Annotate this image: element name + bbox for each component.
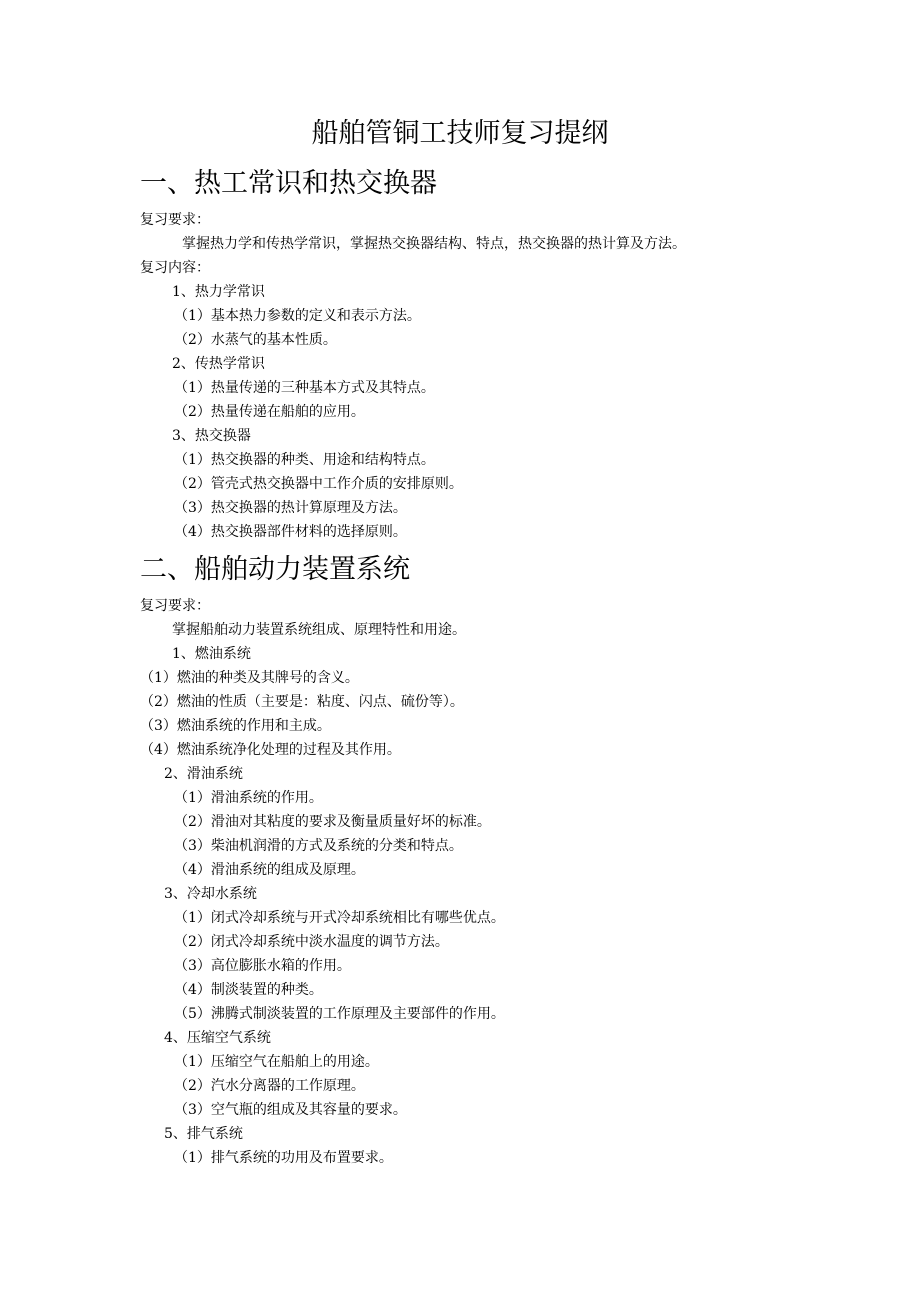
list-item: （1）排气系统的功用及布置要求。 [174,1150,393,1166]
section-1-req-label: 复习要求： [140,212,210,228]
list-item: （3）燃油系统的作用和主成。 [140,718,331,734]
list-item: （2）闭式冷却系统中淡水温度的调节方法。 [174,934,449,950]
section-2-req-label: 复习要求： [140,598,210,614]
list-item: 2、滑油系统 [164,766,243,782]
list-item: （4）滑油系统的组成及原理。 [174,862,365,878]
section-1-heading: 一、热工常识和热交换器 [140,168,437,199]
list-item: 1、热力学常识 [172,284,265,300]
list-item: （3）空气瓶的组成及其容量的要求。 [174,1102,407,1118]
list-item: （1）燃油的种类及其牌号的含义。 [140,670,359,686]
section-2-heading: 二、船舶动力装置系统 [140,554,410,585]
document-title: 船舶管铜工技师复习提纲 [311,118,609,149]
list-item: 1、燃油系统 [172,646,251,662]
list-item: （1）闭式冷却系统与开式冷却系统相比有哪些优点。 [174,910,505,926]
list-item: 5、排气系统 [164,1126,243,1142]
section-1-content-label: 复习内容： [140,260,210,276]
list-item: 3、热交换器 [172,428,251,444]
list-item: （2）汽水分离器的工作原理。 [174,1078,365,1094]
list-item: 4、压缩空气系统 [164,1030,271,1046]
list-item: （4）制淡装置的种类。 [174,982,323,998]
list-item: （2）滑油对其粘度的要求及衡量质量好坏的标准。 [174,814,491,830]
list-item: （1）热交换器的种类、用途和结构特点。 [174,452,435,468]
list-item: （2）热量传递在船舶的应用。 [174,404,365,420]
list-item: （4）燃油系统净化处理的过程及其作用。 [140,742,401,758]
list-item: （3）柴油机润滑的方式及系统的分类和特点。 [174,838,463,854]
list-item: （3）热交换器的热计算原理及方法。 [174,500,407,516]
list-item: （1）热量传递的三种基本方式及其特点。 [174,380,435,396]
list-item: （2）燃油的性质（主要是：粘度、闪点、硫份等）。 [140,694,464,710]
list-item: （1）压缩空气在船舶上的用途。 [174,1054,379,1070]
list-item: （5）沸腾式制淡装置的工作原理及主要部件的作用。 [174,1006,505,1022]
list-item: （2）管壳式热交换器中工作介质的安排原则。 [174,476,463,492]
list-item: 2、传热学常识 [172,356,265,372]
list-item: （1）基本热力参数的定义和表示方法。 [174,308,421,324]
section-2-req-text: 掌握船舶动力装置系统组成、原理特性和用途。 [172,622,466,638]
list-item: （3）高位膨胀水箱的作用。 [174,958,351,974]
list-item: （1）滑油系统的作用。 [174,790,323,806]
list-item: （4）热交换器部件材料的选择原则。 [174,524,407,540]
section-1-req-text: 掌握热力学和传热学常识，掌握热交换器结构、特点，热交换器的热计算及方法。 [182,236,686,252]
list-item: （2）水蒸气的基本性质。 [174,332,337,348]
list-item: 3、冷却水系统 [164,886,257,902]
